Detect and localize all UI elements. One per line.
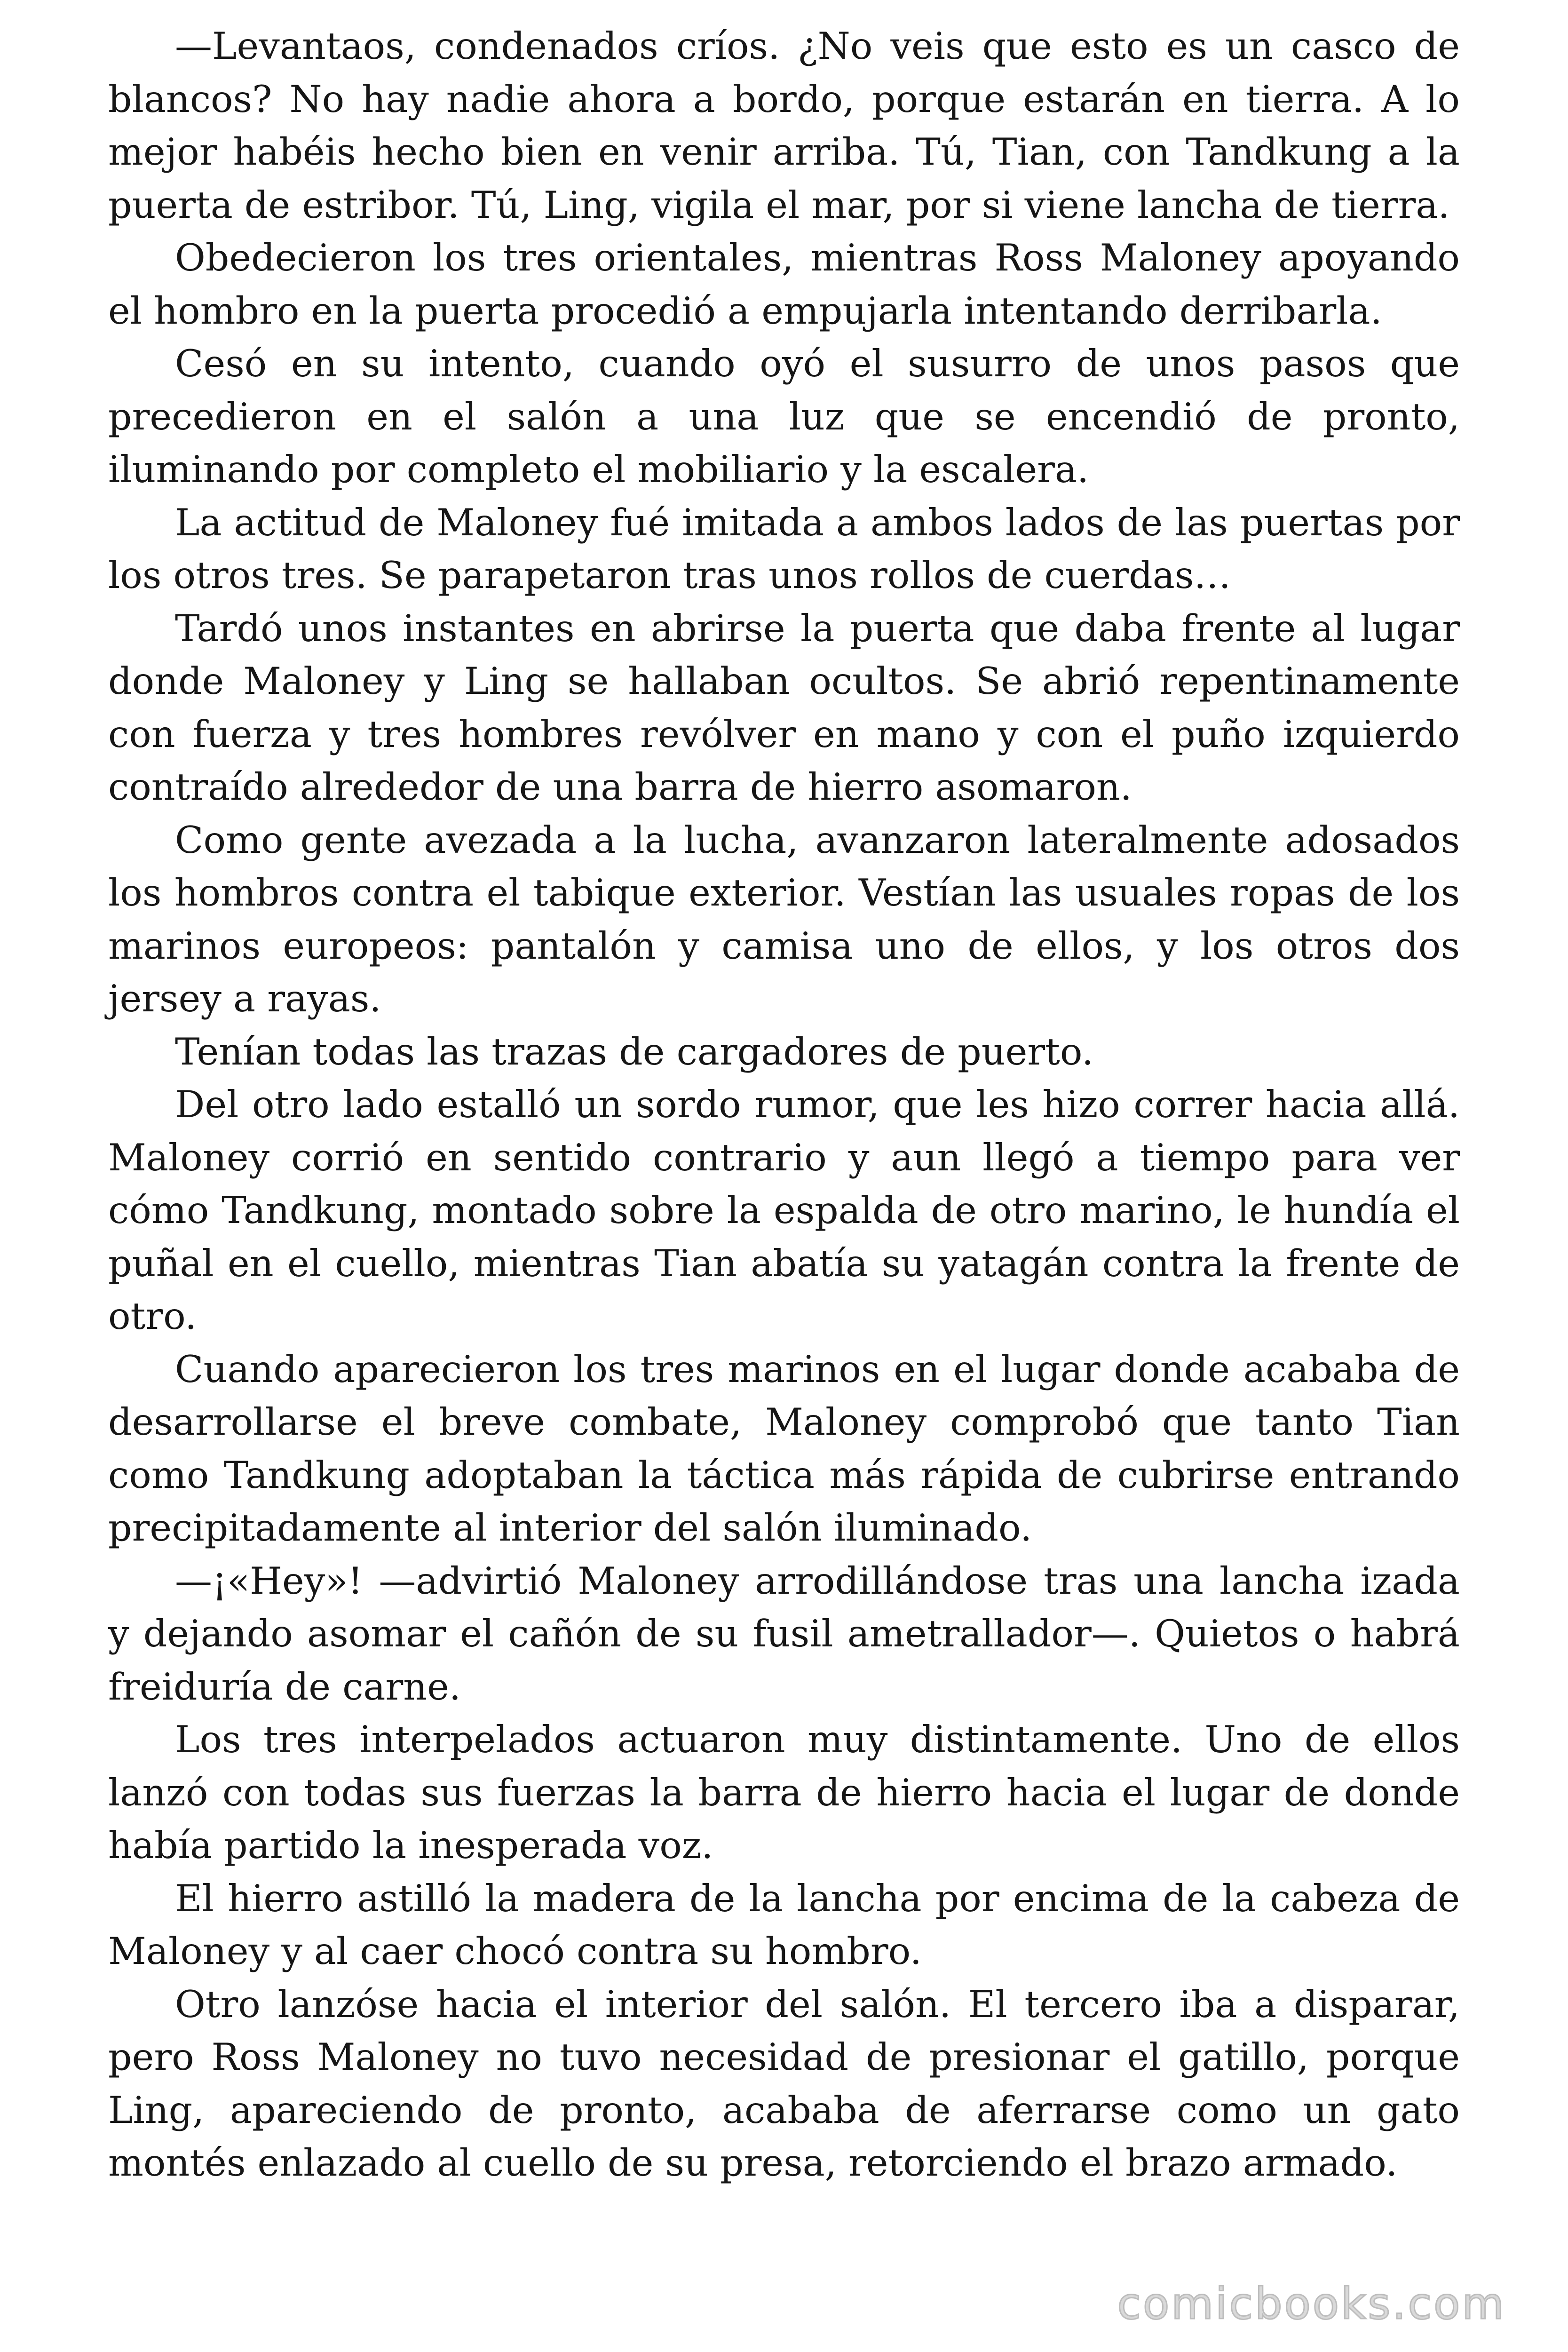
watermark: comicbooks.com: [1117, 2279, 1506, 2329]
paragraph: Cesó en su intento, cuando oyó el susurro de unos pasos que precedieron en el salón a una luz que se encendió de pronto, iluminando por completo el mobiliario y la escalera.: [108, 342, 1460, 491]
paragraph: Del otro lado estalló un sordo rumor, que les hizo correr hacia allá. Maloney corrió en sentido contrario y aun llegó a tiempo para ver cómo Tandkung, montado sobre la espalda de otro marino, le hundía el puñal en el cuello, mientras Tian abatía su yatagán contra la frente de otro.: [108, 1083, 1460, 1338]
paragraph: Tenían todas las trazas de cargadores de puerto.: [175, 1030, 1094, 1073]
paragraph: Otro lanzóse hacia el interior del salón. El tercero iba a disparar, pero Ross Maloney no tuvo necesidad de presionar el gatillo, porque Ling, apareciendo de pronto, acababa de aferrarse como un gato montés enlazado al cuello de su presa, retorciendo el brazo armado.: [108, 1982, 1460, 2185]
body-text: [108, 20, 1460, 2190]
paragraph: Obedecieron los tres orientales, mientras Ross Maloney apoyando el hombro en la puerta procedió a empujarla intentando derribarla.: [108, 236, 1460, 333]
paragraph: —¡«Hey»! —advirtió Maloney arrodillándose tras una lancha izada y dejando asomar el cañón de su fusil ametrallador—. Quietos o habrá freiduría de carne.: [108, 1559, 1460, 1708]
paragraph: Tardó unos instantes en abrirse la puerta que daba frente al lugar donde Maloney y Ling se hallaban ocultos. Se abrió repentinamente con fuerza y tres hombres revólver en mano y con el puño izquierdo contraído alrededor de una barra de hierro asomaron.: [108, 606, 1460, 809]
paragraph: Cuando aparecieron los tres marinos en el lugar donde acababa de desarrollarse el breve combate, Maloney comprobó que tanto Tian como Tandkung adoptaban la táctica más rápida de cubrirse entrando precipitadamente al interior del salón iluminado.: [108, 1347, 1460, 1549]
paragraph: Como gente avezada a la lucha, avanzaron lateralmente adosados los hombros contra el tabique exterior. Vestían las usuales ropas de los marinos europeos: pantalón y camisa uno de ellos, y los otros dos jersey a rayas.: [108, 818, 1460, 1020]
paragraph: El hierro astilló la madera de la lancha por encima de la cabeza de Maloney y al caer chocó contra su hombro.: [108, 1876, 1460, 1973]
paragraph: La actitud de Maloney fué imitada a ambos lados de las puertas por los otros tres. Se parapetaron tras unos rollos de cuerdas…: [108, 501, 1460, 597]
paragraph: —Levantaos, condenados críos. ¿No veis que esto es un casco de blancos? No hay nadie ahora a bordo, porque estarán en tierra. A lo mejor habéis hecho bien en venir arriba. Tú, Tian, con Tandkung a la puerta de estribor. Tú, Ling, vigila el mar, por si viene lancha de tierra.: [108, 24, 1460, 227]
paragraph: Los tres interpelados actuaron muy distintamente. Uno de ellos lanzó con todas sus fuerzas la barra de hierro hacia el lugar de donde había partido la inesperada voz.: [108, 1718, 1460, 1867]
